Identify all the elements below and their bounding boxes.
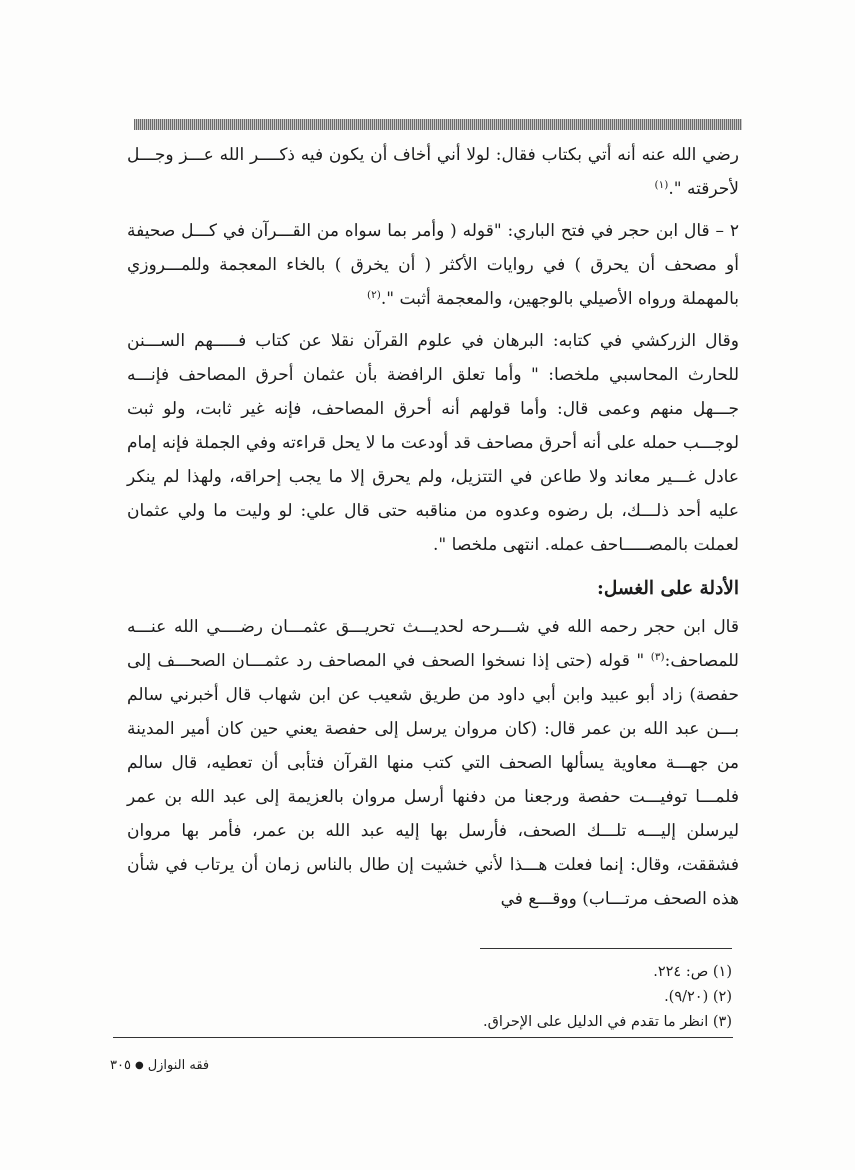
section-heading: الأدلة على الغسل: bbox=[597, 578, 739, 599]
page-footer bbox=[110, 1056, 310, 1076]
footnote-1: (١) ص: ٢٢٤. bbox=[653, 964, 732, 980]
footnote-ref-1: (١) bbox=[654, 179, 669, 191]
paragraph-1-text: رضي الله عنه أنه أتي بكتاب فقال: لولا أني أخاف أن يكون فيه ذكــــر الله عـــز وجـــل لأحرقته ". bbox=[127, 145, 739, 199]
main-text bbox=[127, 138, 739, 916]
paragraph-3: وقال الزركشي في كتابه: البرهان في علوم القرآن نقلا عن كتاب فـــــهم الســـنن للحارث المحاسبي ملخصا: " وأما تعلق الرافضة بأن عثمان أحرق المصاحف فإنـــه جـــهل منهم وعمى قال: وأما قولهم أنه أحرق المصاحف، فإنه غير ثابت، ولو ثبت لوجـــب حمله على أنه أحرق مصاحف قد أودعت ما لا يحل قراءته وفي الجملة فإنه إمام عادل غـــير معاند ولا طاعن في التتزيل، ولم يحرق إلا ما يجب إحراقه، ولهذا لم ينكر عليه أحد ذلـــك، بل رضوه وعدوه من مناقبه حتى قال علي: لو وليت ما ولي عثمان لعملت بالمصـــــاحف عمله. انتهى ملخصا ". bbox=[127, 331, 739, 555]
paragraph-4-text-a: قال ابن حجر رحمه الله في شـــرحه لحديـــث تحريـــق عثمـــان رضــــي الله عنـــه للمصاحف: bbox=[127, 617, 739, 671]
header-rule bbox=[134, 119, 742, 130]
footnote-ref-3: (٣) bbox=[650, 651, 665, 663]
footnote-3: (٣) انظر ما تقدم في الدليل على الإحراق. bbox=[482, 1014, 732, 1030]
footer-rule bbox=[113, 1037, 733, 1038]
footnote-ref-2: (٢) bbox=[367, 289, 381, 301]
footnote-separator bbox=[480, 948, 732, 949]
footnotes bbox=[470, 960, 732, 1035]
paragraph-4 bbox=[127, 610, 739, 916]
paragraph-1 bbox=[127, 138, 739, 206]
paragraph-2 bbox=[127, 214, 739, 316]
paragraph-4-text-b: " قوله (حتى إذا نسخوا الصحف في المصاحف رد عثمـــان الصحـــف إلى حفصة) زاد أبو عبيد وابن أبي داود من طريق شعيب عن ابن شهاب قال أخبرني سالم بـــن عبد الله بن عمر قال: (كان مروان يرسل إلى حفصة يعني حين كان أمير المدينة من جهـــة معاوية يسألها الصحف التي كتب منها القرآن فتأبى أن تعطيه، قال سالم فلمـــا توفيـــت حفصة ورجعنا من دفنها أرسل مروان بالعزيمة إلى عبد الله بن عمر ليرسلن إليـــه تلـــك الصحف، فأرسل بها إليه عبد الله بن عمر، فأمر بها مروان فشققت، وقال: إنما فعلت هـــذا لأني خشيت إن طال بالناس زمان أن يرتاب في شأن هذه الصحف مرتـــاب) ووقـــع في bbox=[127, 651, 739, 909]
footnote-2: (٢) (٩/٢٠). bbox=[664, 989, 732, 1005]
page-number: ٣٠٥ bbox=[110, 1058, 131, 1073]
paragraph-2-text: ٢ – قال ابن حجر في فتح الباري: "قوله ( وأمر بما سواه من القـــرآن في كـــل صحيفة أو مصحف أن يحرق ) في روايات الأكثر ( أن يخرق ) بالخاء المعجمة وللمـــروزي بالمهملة ورواه الأصيلي بالوجهين، والمعجمة أثبت ". bbox=[127, 221, 739, 309]
bullet-icon: ● bbox=[134, 1060, 144, 1071]
book-title: فقه النوازل bbox=[147, 1058, 210, 1073]
